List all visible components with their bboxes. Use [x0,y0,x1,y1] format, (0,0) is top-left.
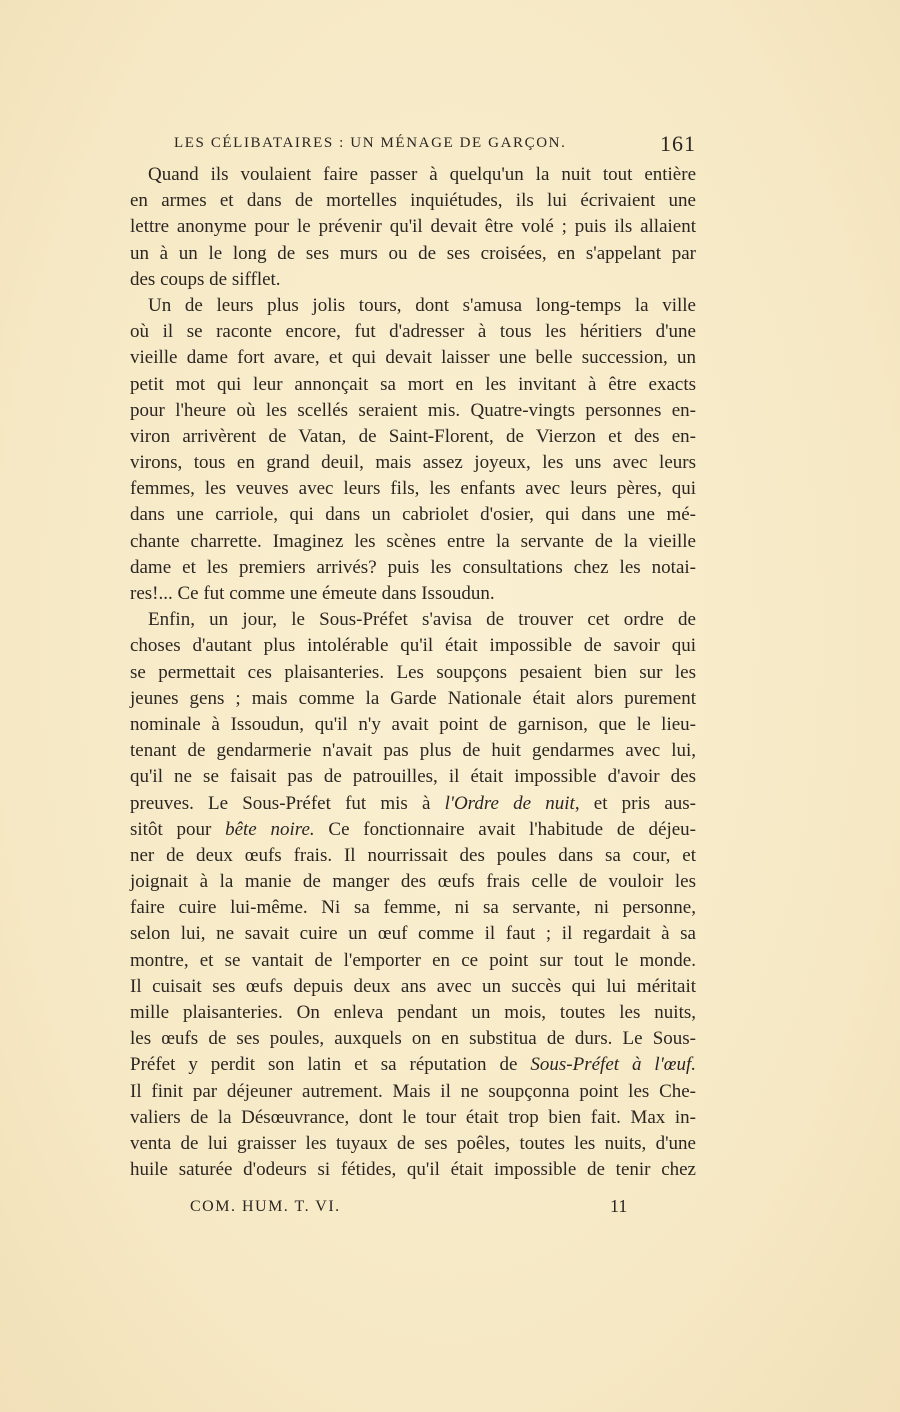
text-line: huile saturée d'odeurs si fétides, qu'il était impossible de tenir chez [130,1159,696,1181]
text-segment: sitôt pour [130,818,226,840]
text-line: où il se raconte encore, fut d'adresser à tous les héritiers d'une [130,321,696,343]
text-line: des coups de sifflet. [130,268,281,290]
text-line: Un de leurs plus jolis tours, dont s'amusa long-temps la ville [148,294,696,316]
text-line: tenant de gendarmerie n'avait pas plus de huit gendarmes avec lui, [130,740,696,762]
text-line: un à un le long de ses murs ou de ses croisées, en s'appelant par [130,242,696,264]
text-line: faire cuire lui-même. Ni sa femme, ni sa servante, ni personne, [130,897,696,919]
page-number: 161 [660,131,696,156]
text-segment: preuves. Le Sous-Préfet fut mis à [130,792,445,814]
text-line: virons, tous en grand deuil, mais assez joyeux, les uns avec leurs [130,452,696,474]
text-line: Il cuisait ses œufs depuis deux ans avec un succès qui lui méritait [130,975,696,997]
text-line: qu'il ne se faisait pas de patrouilles, il était impossible d'avoir des [130,766,696,788]
text-line: mille plaisanteries. On enleva pendant un mois, toutes les nuits, [130,1002,696,1023]
text-line: joignait à la manie de manger des œufs frais celle de vouloir les [130,871,696,893]
page-footer [130,1196,696,1222]
text-line: chante charrette. Imaginez les scènes entre la servante de la vieille [130,530,696,552]
body-text [130,162,696,1183]
text-segment: Préfet y perdit son latin et sa réputation de [130,1054,531,1076]
printer-signature: COM. HUM. T. VI. [190,1198,341,1215]
text-segment: , et pris aus- [574,792,696,814]
text-line: en armes et dans de mortelles inquiétudes, ils lui écrivaient une [130,190,696,212]
text-line: selon lui, ne savait cuire un œuf comme il faut ; il regardait à sa [130,923,696,945]
text-line: Il finit par déjeuner autrement. Mais il ne soupçonna point les Che- [130,1080,696,1102]
text-line: les œufs de ses poules, auxquels on en substitua de durs. Le Sous- [130,1028,696,1050]
text-line [130,791,696,817]
italic-phrase: bête noire. [225,818,315,840]
text-line: montre, et se vantait de l'emporter en ce point sur tout le monde. [130,949,696,971]
text-line: nominale à Issoudun, qu'il n'y avait point de garnison, que le lieu- [130,713,696,735]
text-line: Enfin, un jour, le Sous-Préfet s'avisa de trouver cet ordre de [148,609,696,631]
text-line: pour l'heure où les scellés seraient mis. Quatre-vingts personnes en- [130,399,696,421]
text-segment: Ce fonctionnaire avait l'habitude de déjeu- [314,818,697,840]
text-line: vieille dame fort avare, et qui devait laisser une belle succession, un [130,347,696,369]
italic-phrase: Sous-Préfet à l'œuf. [530,1054,696,1076]
text-line: valiers de la Désœuvrance, dont le tour était trop bien fait. Max in- [130,1106,696,1128]
text-line: Quand ils voulaient faire passer à quelqu'un la nuit tout entière [148,164,696,185]
text-line: choses d'autant plus intolérable qu'il était impossible de savoir qui [130,635,696,657]
text-line: dans une carriole, qui dans un cabriolet d'osier, qui dans une mé- [130,504,696,526]
text-line: femmes, les veuves avec leurs fils, les enfants avec leurs pères, qui [130,478,696,500]
text-line: lettre anonyme pour le prévenir qu'il devait être volé ; puis ils allaient [130,216,696,238]
text-line [130,817,696,843]
text-line: venta de lui graisser les tuyaux de ses poêles, toutes les nuits, d'une [130,1132,696,1154]
running-title: LES CÉLIBATAIRES : UN MÉNAGE DE GARÇON. [174,135,567,151]
text-line [130,1052,696,1078]
italic-phrase: l'Ordre de nuit [444,792,575,814]
text-line: petit mot qui leur annonçait sa mort en les invitant à être exacts [130,373,696,395]
text-line: ner de deux œufs frais. Il nourrissait des poules dans sa cour, et [130,844,696,866]
text-line: se permettait ces plaisanteries. Les soupçons pesaient bien sur les [130,661,696,683]
text-line: jeunes gens ; mais comme la Garde Nationale était alors purement [130,687,696,709]
text-line: dame et les premiers arrivés? puis les consultations chez les notai- [130,556,696,578]
text-line: res!... Ce fut comme une émeute dans Issoudun. [130,583,495,604]
page-header [130,131,696,161]
text-line: viron arrivèrent de Vatan, de Saint-Florent, de Vierzon et des en- [130,425,696,447]
sheet-number: 11 [610,1196,628,1216]
